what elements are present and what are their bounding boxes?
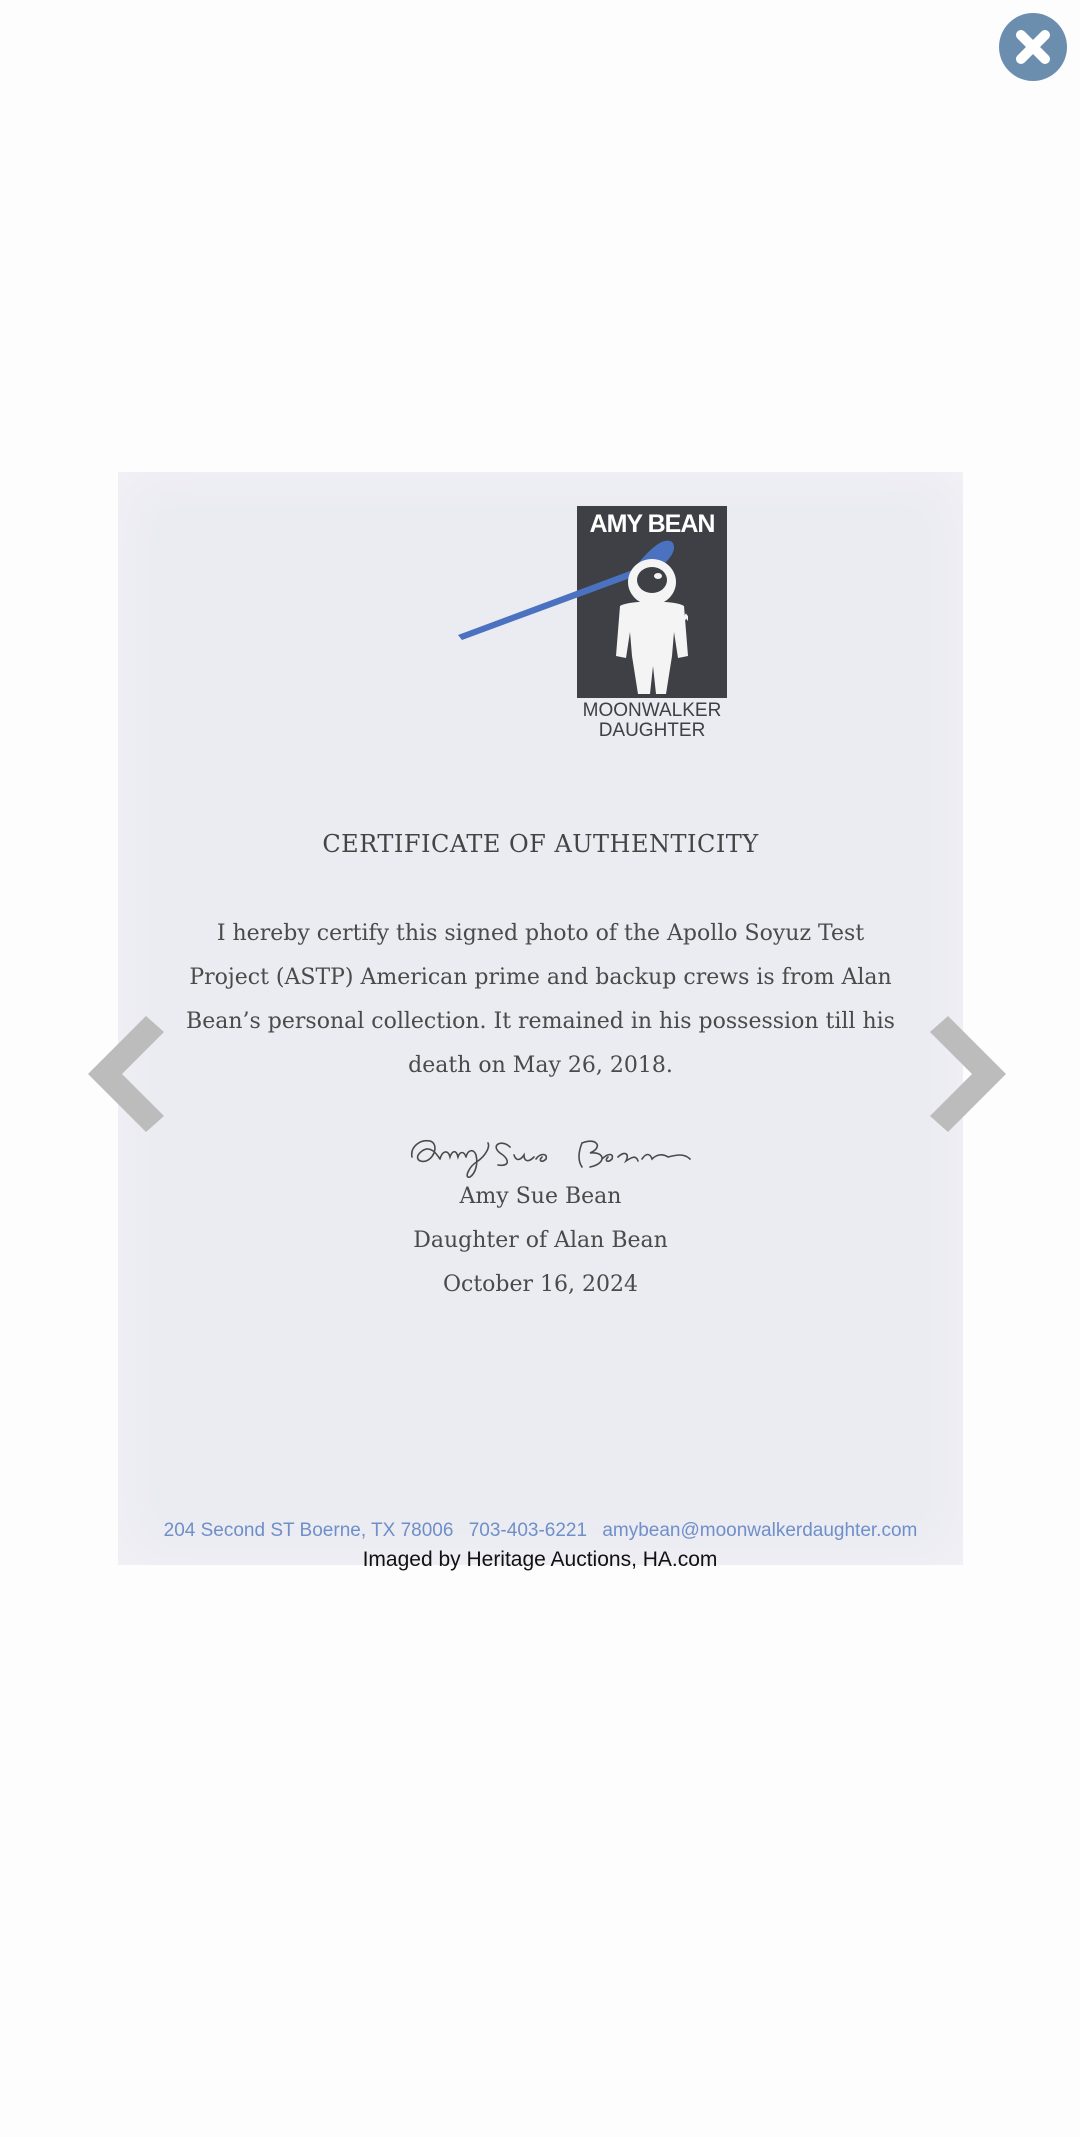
footer-address: 204 Second ST Boerne, TX 78006: [163, 1520, 454, 1541]
chevron-left-icon: [84, 1014, 168, 1134]
image-caption: Imaged by Heritage Auctions, HA.com: [362, 1548, 718, 1571]
logo-subtitle: [557, 701, 747, 741]
certificate-title: CERTIFICATE OF AUTHENTICITY: [322, 830, 759, 858]
certificate-footer: [118, 1520, 963, 1542]
chevron-right-icon: [926, 1014, 1010, 1134]
previous-image-button[interactable]: [84, 1014, 168, 1134]
certificate-image: [118, 472, 963, 1565]
logo-brand-text: AMY BEAN: [589, 510, 715, 538]
astronaut-paintbrush-icon: [458, 506, 688, 706]
next-image-button[interactable]: [926, 1014, 1010, 1134]
certificate-date: October 16, 2024: [442, 1272, 639, 1297]
handwritten-signature: [406, 1117, 696, 1187]
signer-name: Amy Sue Bean: [459, 1184, 622, 1209]
logo-subtitle-line1: MOONWALKER: [582, 700, 722, 721]
certificate-body: I hereby certify this signed photo of the Apollo Soyuz Test Project (ASTP) American prime and backup crews is from Alan Bean’s personal collection. It remained in his possession till his death on May 26, 2018.: [186, 921, 895, 1078]
signer-relation: Daughter of Alan Bean: [413, 1228, 668, 1253]
footer-phone: 703-403-6221: [468, 1520, 588, 1541]
close-x-icon: [999, 13, 1067, 81]
close-button[interactable]: [999, 13, 1067, 81]
logo-subtitle-line2: DAUGHTER: [598, 720, 706, 741]
amy-bean-logo: [458, 506, 722, 746]
footer-email: amybean@moonwalkerdaughter.com: [602, 1520, 918, 1541]
